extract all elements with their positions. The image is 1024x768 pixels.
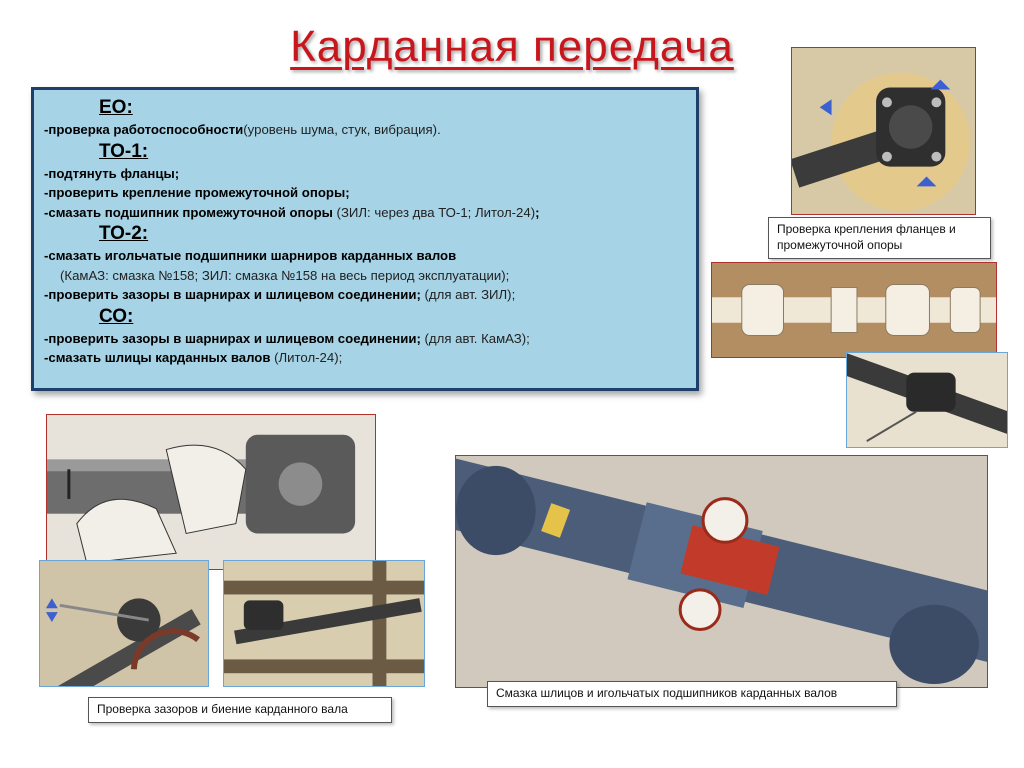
to2-list	[44, 246, 696, 305]
eo-heading: ЕО:	[99, 97, 133, 118]
line-bold-text: -смазать игольчатые подшипники шарниров карданных валов	[44, 248, 457, 263]
maintenance-line	[44, 266, 696, 286]
gap-check-caption: Проверка зазоров и биение карданного вала	[88, 697, 392, 723]
line-bold-text: -смазать шлицы карданных валов	[44, 350, 271, 365]
maintenance-line	[44, 285, 696, 305]
maintenance-line	[44, 203, 696, 223]
page-title: Карданная передача	[290, 22, 734, 71]
flange-photo	[791, 47, 976, 215]
line-note-text: (для авт. ЗИЛ);	[420, 287, 516, 302]
line-note-text: (для авт. КамАЗ);	[420, 330, 530, 346]
line-tail-text: ;	[535, 204, 540, 220]
maintenance-line	[44, 120, 696, 140]
line-bold-text: -проверить зазоры в шарнирах и шлицевом соединении;	[44, 330, 421, 346]
line-note-text: (Литол-24);	[270, 350, 343, 365]
lubrication-caption: Смазка шлицов и игольчатых подшипников карданных валов	[487, 681, 897, 707]
maintenance-line	[44, 348, 696, 368]
line-note-text: (ЗИЛ: через два ТО-1; Литол-24)	[332, 204, 536, 220]
line-bold-text: -проверить зазоры в шарнирах и шлицевом соединении;	[44, 287, 421, 302]
maintenance-line	[44, 329, 696, 349]
line-note-text: (КамАЗ: смазка №158; ЗИЛ: смазка №158 на весь период эксплуатации);	[60, 267, 510, 283]
maintenance-line	[44, 164, 696, 184]
maintenance-panel	[31, 87, 699, 391]
to1-list	[44, 164, 696, 223]
line-bold-text: -проверить крепление промежуточной опоры;	[44, 185, 350, 200]
so-list	[44, 329, 696, 368]
to2-heading: ТО-2:	[99, 223, 149, 244]
shaft-strip-photo	[711, 262, 997, 358]
to1-heading: ТО-1:	[99, 140, 149, 162]
eo-list	[44, 120, 696, 140]
maintenance-line	[44, 246, 696, 266]
maintenance-line	[44, 183, 696, 203]
frame-measure-photo	[223, 560, 425, 687]
flange-check-caption: Проверка крепления фланцев и промежуточной опоры	[768, 217, 991, 259]
line-note-text: (уровень шума, стук, вибрация).	[243, 122, 441, 137]
line-bold-text: -смазать подшипник промежуточной опоры	[44, 204, 333, 220]
shaft-closeup-photo	[846, 352, 1008, 448]
cutaway-shaft-photo	[455, 455, 988, 688]
hands-check-photo	[46, 414, 376, 570]
line-bold-text: -проверка работоспособности	[44, 122, 244, 137]
so-heading: СО:	[99, 305, 134, 327]
gauge-measure-photo	[39, 560, 209, 687]
line-bold-text: -подтянуть фланцы;	[44, 165, 180, 181]
